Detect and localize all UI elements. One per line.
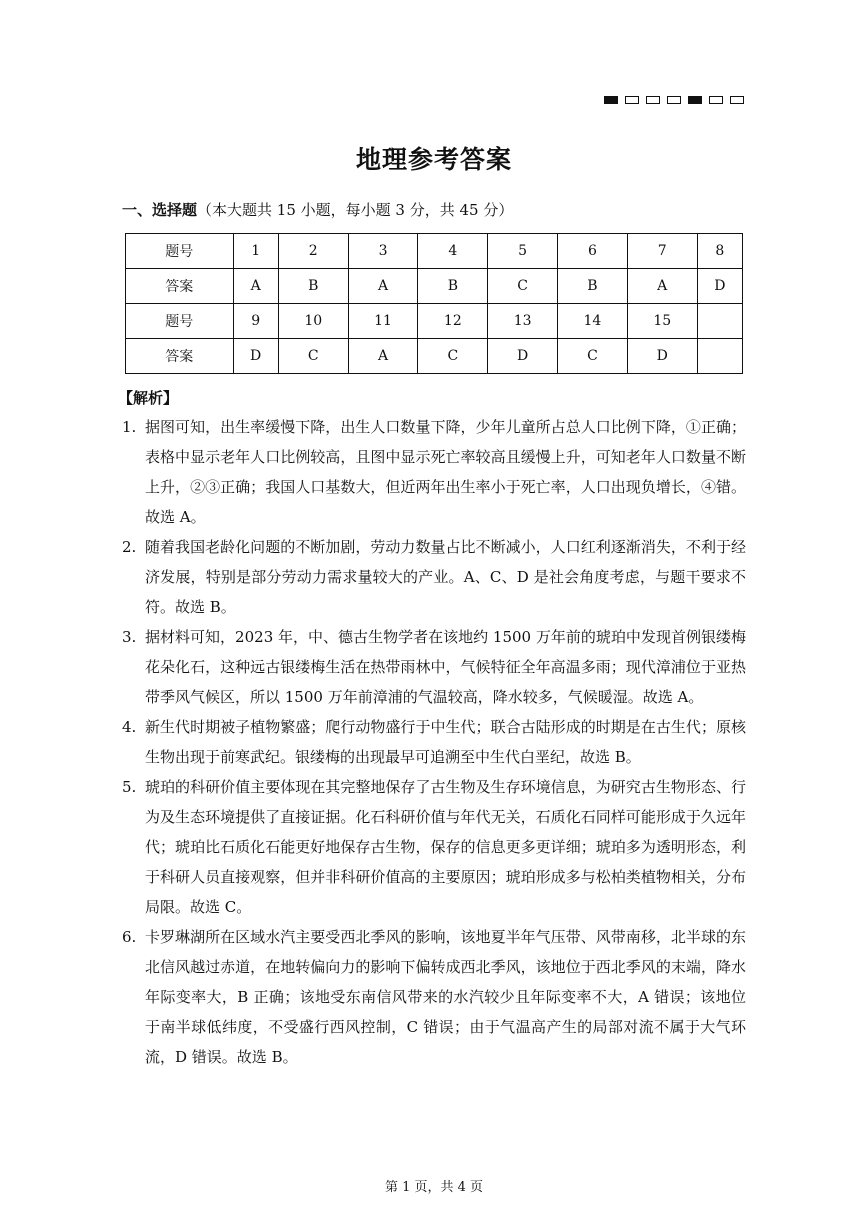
table-cell: D: [697, 269, 742, 304]
page-footer: 第 1 页，共 4 页: [384, 1180, 484, 1195]
analysis-label: 【解析】: [118, 389, 179, 407]
item-number: 3.: [122, 628, 137, 646]
item-text: 琥珀的科研价值主要体现在其完整地保存了古生物及生存环境信息，为研究古生物形态、行为及生态环境提供了直接证据。化石科研价值与年代无关，石质化石同样可能形成于久远年代；琥珀比石质化石能更好地保存古生物，保存的信息更多更详细；琥珀多为透明形态，利于科研人员直接观察，但并非科研价值高的主要原因；琥珀形成多与松柏类植物相关，分布局限。故选 C。: [145, 778, 746, 916]
table-cell: B: [418, 269, 488, 304]
table-cell: C: [278, 339, 348, 374]
row-label: 题号: [126, 304, 234, 339]
table-cell: 7: [627, 234, 697, 269]
table-cell: 11: [348, 304, 418, 339]
empty-square-icon: [667, 96, 681, 104]
row-label: 答案: [126, 339, 234, 374]
table-cell: [697, 339, 742, 374]
analysis-item: [122, 532, 746, 622]
analysis-item: [122, 772, 746, 922]
empty-square-icon: [625, 96, 639, 104]
table-cell: 4: [418, 234, 488, 269]
row-label: 答案: [126, 269, 234, 304]
filled-square-icon: [688, 96, 702, 104]
table-row-answers: [126, 269, 743, 304]
filled-square-icon: [604, 96, 618, 104]
table-row-answers: [126, 339, 743, 374]
table-cell: A: [348, 269, 418, 304]
answer-table: [125, 233, 743, 374]
section-heading: [122, 199, 513, 220]
table-cell: 8: [697, 234, 742, 269]
table-cell: [697, 304, 742, 339]
analysis-item: [122, 922, 746, 1072]
table-cell: 5: [488, 234, 558, 269]
page-title: 地理参考答案: [355, 145, 512, 174]
item-text: 据图可知，出生率缓慢下降，出生人口数量下降，少年儿童所占总人口比例下降，①正确；表格中显示老年人口比例较高，且图中显示死亡率较高且缓慢上升，可知老年人口数量不断上升，②③正确；我国人口基数大，但近两年出生率小于死亡率，人口出现负增长，④错。故选 A。: [145, 418, 746, 526]
table-cell: 9: [233, 304, 278, 339]
table-cell: 12: [418, 304, 488, 339]
table-cell: C: [488, 269, 558, 304]
table-cell: 3: [348, 234, 418, 269]
analysis-item: [122, 412, 746, 532]
item-text: 新生代时期被子植物繁盛；爬行动物盛行于中生代；联合古陆形成的时期是在古生代；原核生物出现于前寒武纪。银缕梅的出现最早可追溯至中生代白垩纪，故选 B。: [145, 718, 746, 766]
table-cell: 14: [558, 304, 628, 339]
section-heading-note: （本大题共 15 小题，每小题 3 分，共 45 分）: [197, 201, 514, 219]
table-cell: B: [278, 269, 348, 304]
item-text: 随着我国老龄化问题的不断加剧，劳动力数量占比不断减小，人口红利逐渐消失，不利于经济发展，特别是部分劳动力需求量较大的产业。A、C、D 是社会角度考虑，与题干要求不符。故选 B。: [145, 538, 746, 616]
item-number: 5.: [122, 778, 137, 796]
empty-square-icon: [709, 96, 723, 104]
table-cell: 15: [627, 304, 697, 339]
table-cell: A: [348, 339, 418, 374]
item-number: 2.: [122, 538, 137, 556]
item-text: 卡罗琳湖所在区域水汽主要受西北季风的影响，该地夏半年气压带、风带南移，北半球的东北信风越过赤道，在地转偏向力的影响下偏转成西北季风，该地位于西北季风的末端，降水年际变率大，B 正确；该地受东南信风带来的水汽较少且年际变率不大，A 错误；该地位于南半球低纬度，不受盛行西风控制，C 错误；由于气温高产生的局部对流不属于大气环流，D 错误。故选 B。: [145, 928, 746, 1066]
table-row-numbers: [126, 234, 743, 269]
item-number: 4.: [122, 718, 137, 736]
table-cell: C: [418, 339, 488, 374]
table-cell: D: [488, 339, 558, 374]
item-number: 6.: [122, 928, 137, 946]
table-cell: 1: [233, 234, 278, 269]
table-cell: 2: [278, 234, 348, 269]
table-cell: 6: [558, 234, 628, 269]
table-cell: 10: [278, 304, 348, 339]
item-text: 据材料可知，2023 年，中、德古生物学者在该地约 1500 万年前的琥珀中发现首例银缕梅花朵化石，这种远古银缕梅生活在热带雨林中，气候特征全年高温多雨；现代漳浦位于亚热带季风气候区，所以 1500 万年前漳浦的气温较高，降水较多，气候暖湿。故选 A。: [145, 628, 746, 706]
analysis-item: [122, 622, 746, 712]
table-cell: C: [558, 339, 628, 374]
table-cell: 13: [488, 304, 558, 339]
row-label: 题号: [126, 234, 234, 269]
table-cell: A: [627, 269, 697, 304]
analysis-item: [122, 712, 746, 772]
table-cell: B: [558, 269, 628, 304]
table-row-numbers: [126, 304, 743, 339]
header-marks: [604, 96, 744, 104]
empty-square-icon: [646, 96, 660, 104]
section-heading-label: 一、选择题: [122, 201, 198, 219]
table-cell: D: [233, 339, 278, 374]
empty-square-icon: [730, 96, 744, 104]
item-number: 1.: [122, 418, 137, 436]
table-cell: D: [627, 339, 697, 374]
table-cell: A: [233, 269, 278, 304]
analysis-list: [122, 412, 746, 1072]
